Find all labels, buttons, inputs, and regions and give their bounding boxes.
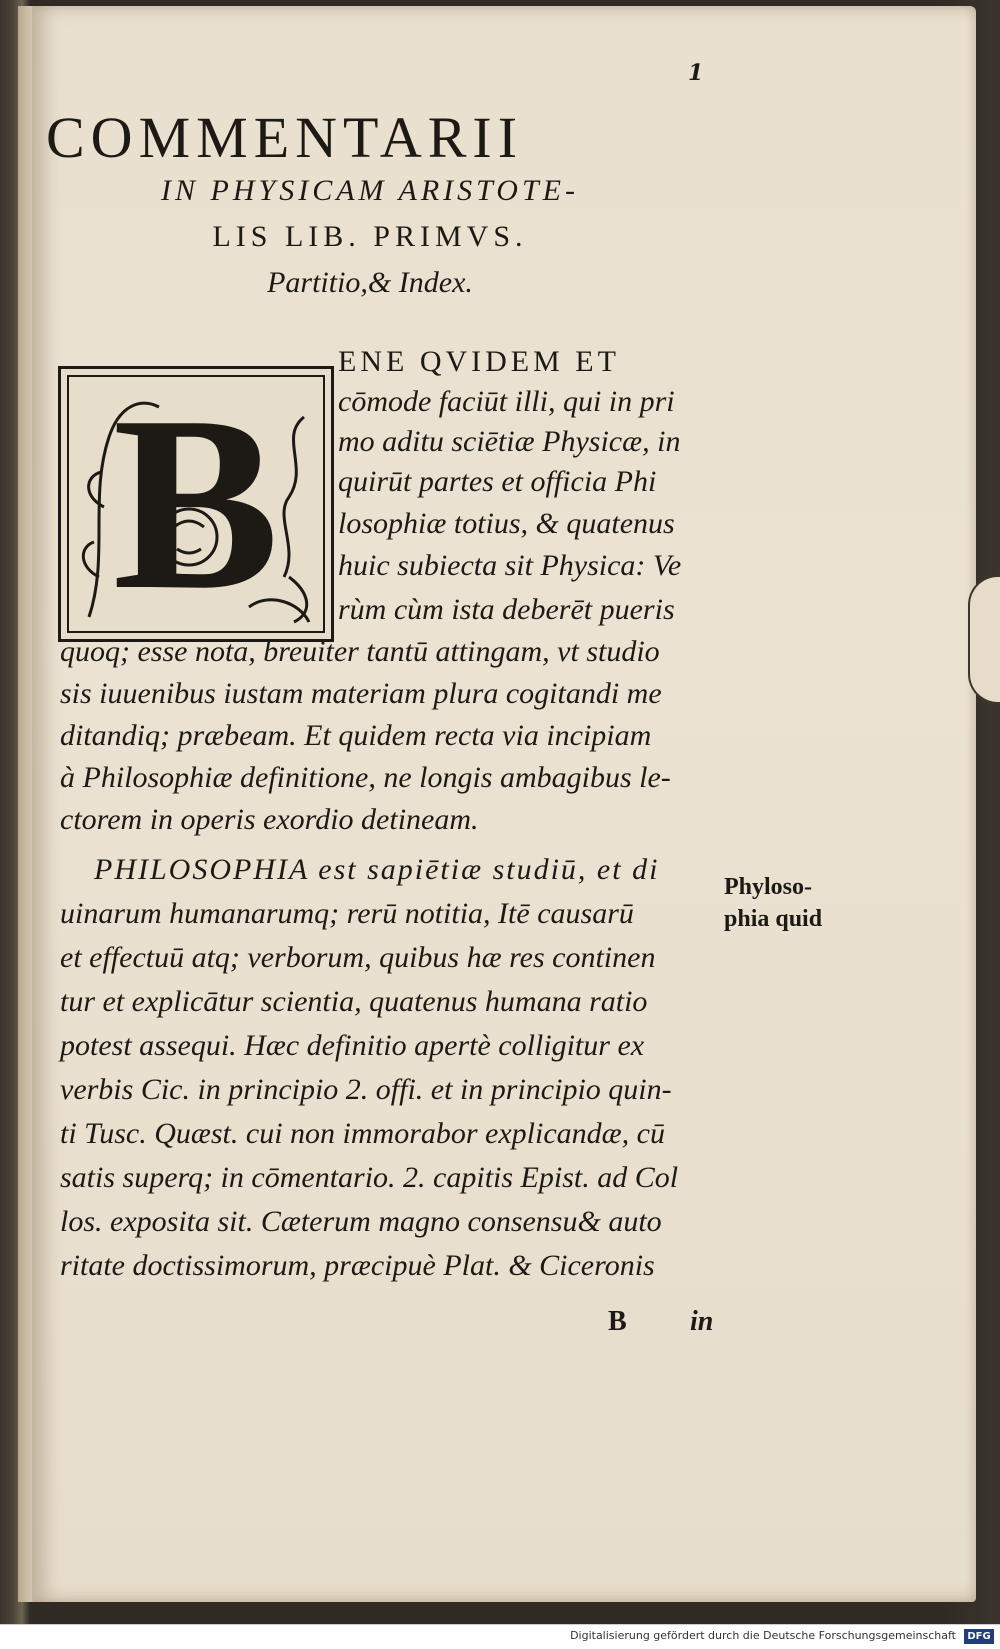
text-line: ti Tusc. Quæst. cui non immorabor explicandæ, cū: [60, 1117, 665, 1150]
text-line: quoq; esse nota, breuiter tantū attingam, vt studio: [60, 635, 660, 668]
decorated-initial: [58, 366, 334, 642]
text-line: mo aditu sciētiæ Physicæ, in: [338, 425, 681, 458]
page-title: COMMENTARII: [46, 105, 524, 170]
text-line: et effectuū atq; verborum, quibus hæ res continen: [60, 941, 656, 974]
text-line: satis superq; in cōmentario. 2. capitis Epist. ad Col: [60, 1161, 679, 1194]
text-line: PHILOSOPHIA est sapiētiæ studiū, et di: [94, 853, 660, 886]
subtitle-line-1: IN PHYSICAM ARISTOTE-: [161, 174, 579, 207]
text-line: uinarum humanarumq; rerū notitia, Itē causarū: [60, 897, 634, 930]
text-line: à Philosophiæ definitione, ne longis ambagibus le-: [60, 761, 671, 794]
folio-number: 1: [688, 60, 704, 86]
text-line: ctorem in operis exordio detineam.: [60, 803, 479, 836]
signature-mark: B: [608, 1306, 627, 1337]
text-line: sis iuuenibus iustam materiam plura cogitandi me: [60, 677, 662, 710]
subtitle-line-3: Partitio,& Index.: [267, 266, 473, 299]
margin-note-line-1: Phyloso-: [724, 874, 813, 900]
text-line: ENE QVIDEM ET: [338, 345, 620, 378]
digitization-footer: [0, 1624, 1000, 1649]
text-line: losophiæ totius, & quatenus: [338, 507, 675, 540]
margin-note-line-2: phia quid: [724, 906, 823, 932]
text-line: huic subiecta sit Physica: Ve: [338, 549, 682, 582]
text-line: potest assequi. Hæc definitio apertè colligitur ex: [60, 1029, 645, 1062]
initial-frame: [67, 365, 325, 642]
text-line: tur et explicātur scientia, quatenus humana ratio: [60, 985, 648, 1018]
text-line: cōmode faciūt illi, qui in pri: [338, 385, 675, 418]
text-line: ditandiq; præbeam. Et quidem recta via incipiam: [60, 719, 652, 752]
text-line: los. exposita sit. Cæterum magno consensu& auto: [60, 1205, 662, 1238]
initial-letter: B: [112, 365, 280, 642]
text-line: ritate doctissimorum, præcipuè Plat. & Ciceronis: [60, 1249, 655, 1282]
dfg-logo-icon: DFG: [964, 1629, 994, 1644]
subtitle-line-2: LIS LIB. PRIMVS.: [212, 220, 528, 253]
text-line: verbis Cic. in principio 2. offi. et in principio quin-: [60, 1073, 672, 1106]
catchword: in: [690, 1306, 714, 1337]
footer-credit: Digitalisierung gefördert durch die Deutsche Forschungsgemeinschaft: [570, 1629, 956, 1642]
text-line: quirūt partes et officia Phi: [338, 465, 657, 498]
text-line: rùm cùm ista deberēt pueris: [338, 593, 675, 626]
